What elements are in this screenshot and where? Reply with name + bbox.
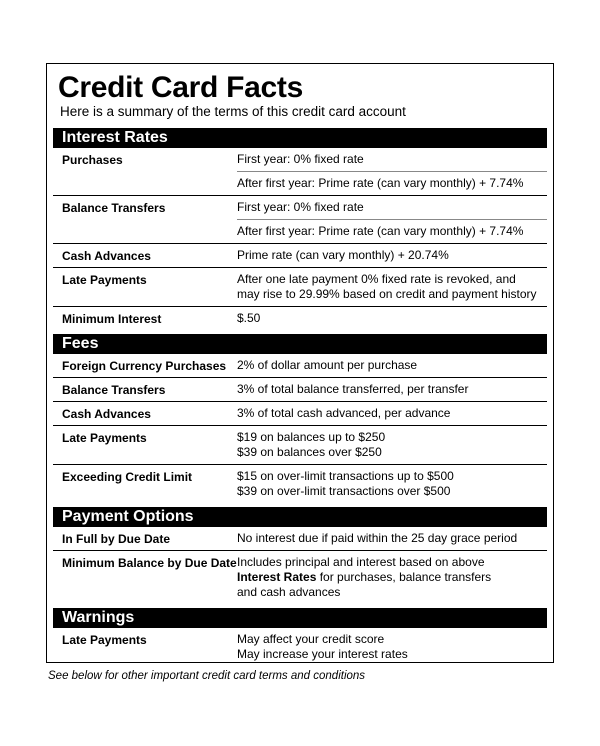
value-line: may rise to 29.99% based on credit and payment history [237,287,537,301]
value-line: May affect your credit score [237,632,385,646]
row-label: Minimum Balance by Due Date [62,556,237,570]
row-label: Minimum Interest [62,312,162,326]
value-line: May increase your interest rates [237,647,408,661]
table-row-minimum-balance [53,551,547,604]
value-line: $19 on balances up to $250 [237,430,386,444]
row-value [237,426,547,464]
row-label: Cash Advances [62,407,151,421]
row-label: In Full by Due Date [62,532,171,546]
row-value [237,268,547,306]
section-header-payment-options: Payment Options [53,507,547,527]
row-label: Foreign Currency Purchases [62,359,227,373]
row-value: $.50 [237,311,261,325]
row-value [237,551,547,604]
value-line [237,570,547,585]
row-value [237,465,547,503]
row-value: 3% of total balance transferred, per transfer [237,382,469,396]
table-row-fee-cash-advances [53,402,547,426]
row-label: Balance Transfers [62,201,166,215]
row-label: Late Payments [62,273,147,287]
value-line: Includes principal and interest based on above [237,555,485,569]
value-line: After one late payment 0% fixed rate is revoked, and [237,272,516,286]
row-value: No interest due if paid within the 25 day grace period [237,531,518,545]
section-header-fees: Fees [53,334,547,354]
row-label: Late Payments [62,633,147,647]
value-line: $15 on over-limit transactions up to $500 [237,469,454,483]
value-emphasis: Interest Rates [237,570,317,584]
row-value [237,628,547,666]
table-row-cash-advances [53,244,547,268]
table-row-foreign-currency [53,354,547,378]
row-label: Purchases [62,153,123,167]
value-line: $39 on over-limit transactions over $500 [237,484,451,498]
row-value: After first year: Prime rate (can vary monthly) + 7.74% [237,171,547,195]
table-row-late-payments [53,268,547,307]
row-label: Exceeding Credit Limit [62,470,193,484]
value-line: $39 on balances over $250 [237,445,382,459]
value-line: and cash advances [237,585,341,599]
credit-card-facts-box [46,63,554,663]
table-row-fee-late-payments [53,426,547,465]
table-row-exceeding-limit [53,465,547,503]
page-subtitle: Here is a summary of the terms of this credit card account [60,104,406,119]
row-label: Cash Advances [62,249,151,263]
table-row-fee-balance-transfers [53,378,547,402]
page-title: Credit Card Facts [58,71,303,104]
row-label: Late Payments [62,431,147,445]
row-label: Balance Transfers [62,383,166,397]
table-row-balance-transfers [53,196,547,244]
table-row-purchases [53,148,547,196]
table-row-in-full [53,527,547,551]
footnote: See below for other important credit card terms and conditions [48,670,366,682]
row-value: 2% of dollar amount per purchase [237,358,418,372]
row-value: First year: 0% fixed rate [237,200,364,214]
table-row-warning-late-payments [53,628,547,666]
table-row-minimum-interest [53,307,547,330]
section-header-warnings: Warnings [53,608,547,628]
row-value: After first year: Prime rate (can vary monthly) + 7.74% [237,219,547,243]
row-value: First year: 0% fixed rate [237,152,364,166]
value-text: for purchases, balance transfers [316,570,492,584]
section-header-interest-rates: Interest Rates [53,128,547,148]
row-value: Prime rate (can vary monthly) + 20.74% [237,248,449,262]
row-value: 3% of total cash advanced, per advance [237,406,451,420]
